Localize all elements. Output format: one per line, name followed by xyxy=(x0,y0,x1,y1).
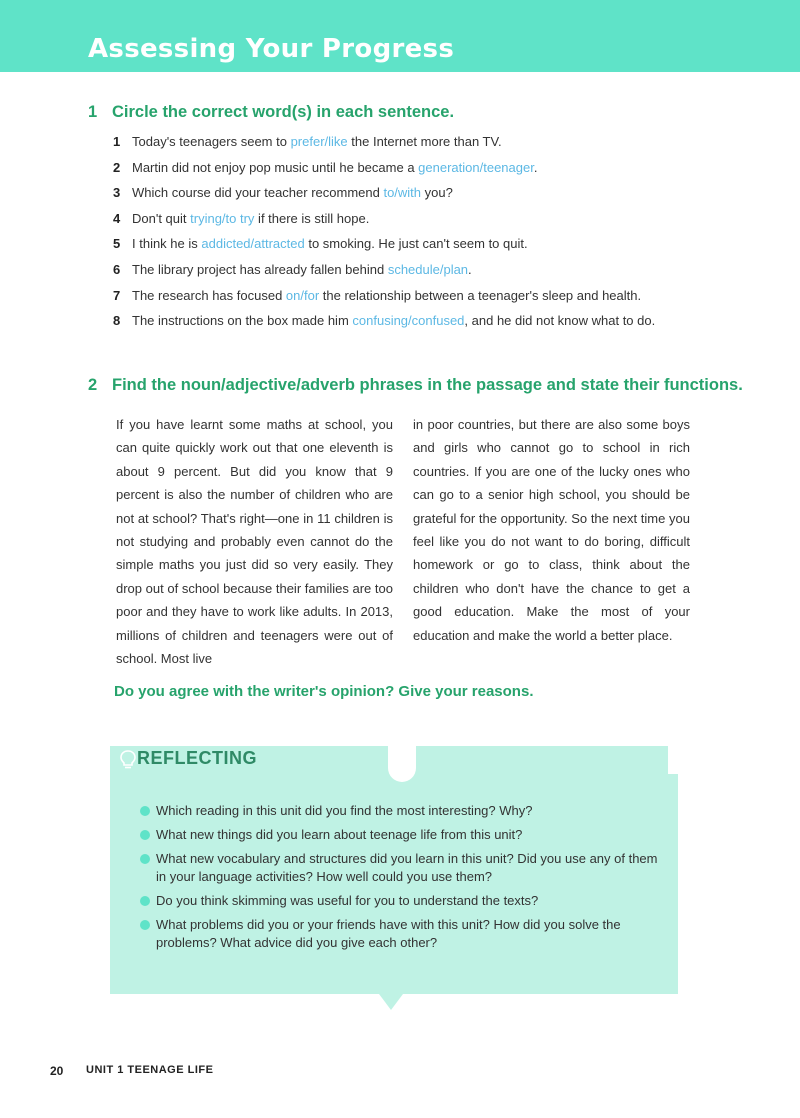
sentence-item: 6 The library project has already fallen behind schedule/plan. xyxy=(113,261,472,277)
word-options: addicted/attracted xyxy=(201,236,305,252)
list-item: What problems did you or your friends have with this unit? How did you solve the problems? What advice did you give each other? xyxy=(140,916,660,952)
section-2-heading-text: Find the noun/adjective/adverb phrases in the passage and state their functions. xyxy=(112,376,743,394)
word-options: trying/to try xyxy=(190,210,255,226)
list-item: What new things did you learn about teenage life from this unit? xyxy=(140,826,660,844)
page-number: 20 xyxy=(50,1064,64,1078)
reflecting-list xyxy=(140,802,660,958)
passage-right-column: in poor countries, but there are also some boys and girls who cannot go to school in rich countries. If you are one of the lucky ones who can go to a senior high school, you should be grateful for the opportunity. So the next time you feel like you do not want to do boring, difficult homework or go to class, think about the children who don't have the chance to get a good education. Make the most of your education and make the world a better place. xyxy=(413,417,690,643)
sentence-item: 1 Today's teenagers seem to prefer/like the Internet more than TV. xyxy=(113,134,502,149)
unit-label: UNIT 1 TEENAGE LIFE xyxy=(86,1064,214,1076)
sentence-item: 5 I think he is addicted/attracted to smoking. He just can't seem to quit. xyxy=(113,236,528,252)
title-banner xyxy=(0,0,800,72)
page-title: Assessing Your Progress xyxy=(88,34,455,64)
panel-tail xyxy=(379,994,403,1010)
section-2-heading xyxy=(88,376,743,395)
sentence-number: 1 xyxy=(113,134,121,149)
list-item: Which reading in this unit did you find the most interesting? Why? xyxy=(140,802,660,820)
sentence-number: 4 xyxy=(113,210,121,226)
passage-left-column: If you have learnt some maths at school, you can quite quickly work out that one eleventh is about 9 percent. But did you know that 9 percent is also the number of children who are not at school? That's right—one in 11 children is not studying and probably even cannot do the simple maths you just did so very easily. They drop out of school because their families are too poor and they have to work like adults. In 2013, millions of children and teenagers were out of school. Most live xyxy=(116,417,393,667)
reflecting-title: REFLECTING xyxy=(137,748,257,768)
sentence-number: 2 xyxy=(113,159,121,175)
word-options: prefer/like xyxy=(290,134,348,149)
section-2-number: 2 xyxy=(88,376,98,394)
list-item: What new vocabulary and structures did you learn in this unit? Did you use any of them in your language activities? How well could you use them? xyxy=(140,850,660,886)
word-options: schedule/plan xyxy=(387,261,469,277)
bullet-dot xyxy=(140,806,150,816)
sentence-item: 7 The research has focused on/for the relationship between a teenager's sleep and health. xyxy=(113,287,642,303)
sentence-item: 4 Don't quit trying/to try if there is still hope. xyxy=(113,210,370,226)
section-1-number: 1 xyxy=(88,103,98,121)
sentence-number: 3 xyxy=(113,185,121,201)
sentence-number: 8 xyxy=(113,313,121,329)
bullet-dot xyxy=(140,896,150,906)
sentence-list xyxy=(113,133,753,338)
bullet-dot xyxy=(140,854,150,864)
bullet-dot xyxy=(140,920,150,930)
word-options: confusing/confused xyxy=(352,313,465,329)
sentence-number: 7 xyxy=(113,287,121,303)
word-options: to/with xyxy=(383,185,422,201)
discussion-question: Do you agree with the writer's opinion? Give your reasons. xyxy=(114,683,534,700)
tab-notch xyxy=(388,742,416,782)
word-options: generation/teenager xyxy=(418,159,534,175)
sentence-item: 3 Which course did your teacher recommend to/with you? xyxy=(113,185,453,201)
section-1-heading xyxy=(88,103,454,122)
sentence-item: 2 Martin did not enjoy pop music until he became a generation/teenager. xyxy=(113,159,538,175)
sentence-number: 5 xyxy=(113,236,121,252)
section-1-heading-text: Circle the correct word(s) in each sentence. xyxy=(112,103,455,121)
list-item: Do you think skimming was useful for you to understand the texts? xyxy=(140,892,660,910)
bullet-dot xyxy=(140,830,150,840)
sentence-item: 8 The instructions on the box made him confusing/confused, and he did not know what to do. xyxy=(113,313,656,329)
word-options: on/for xyxy=(285,287,320,303)
sentence-number: 6 xyxy=(113,261,121,277)
